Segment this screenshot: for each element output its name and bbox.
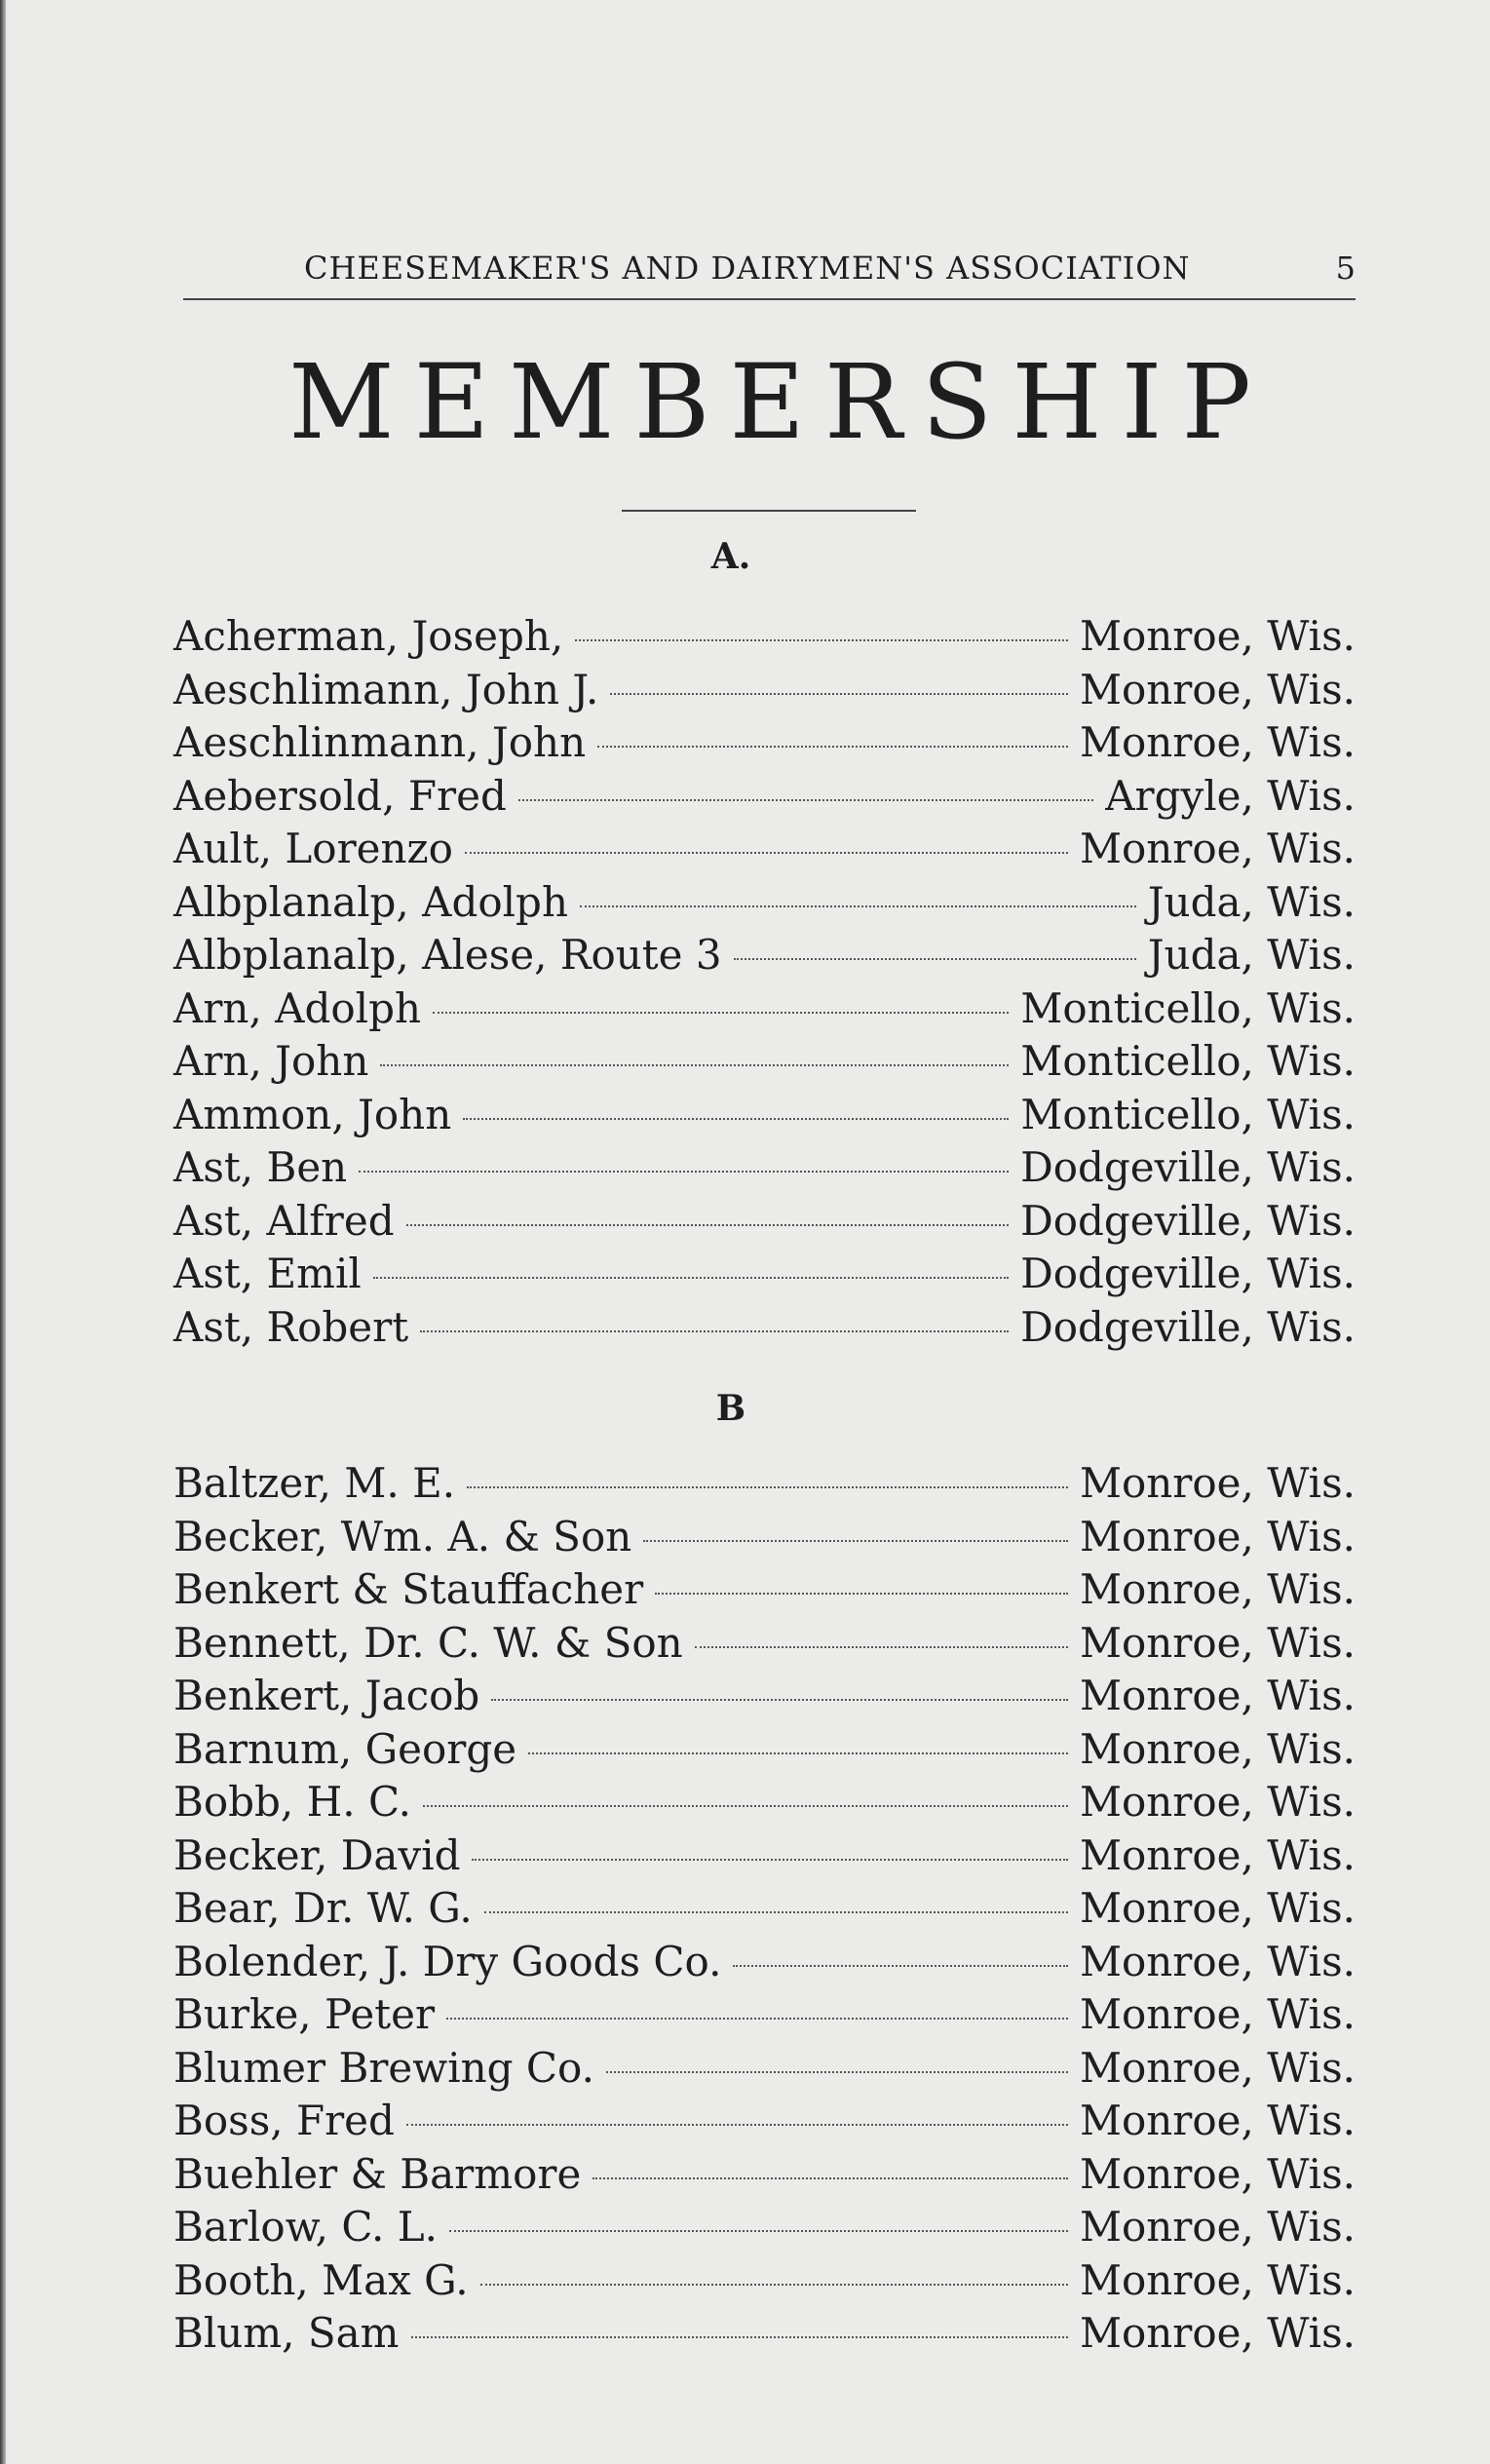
dot-leader xyxy=(480,2284,1068,2286)
member-name: Acherman, Joseph, xyxy=(173,612,564,660)
dot-leader xyxy=(406,2124,1068,2126)
dot-leader xyxy=(411,2336,1068,2338)
member-location: Monroe, Wis. xyxy=(1079,2149,1356,2198)
dot-leader xyxy=(463,1118,1009,1120)
member-list-a xyxy=(173,610,1356,1354)
member-location: Dodgeville, Wis. xyxy=(1020,1250,1356,1297)
dot-leader xyxy=(592,2177,1068,2179)
page-spine-edge xyxy=(0,0,6,2464)
member-name: Booth, Max G. xyxy=(173,2255,469,2304)
member-name: Bobb, H. C. xyxy=(173,1778,411,1826)
member-name: Arn, John xyxy=(173,1037,369,1085)
member-location: Monroe, Wis. xyxy=(1079,1565,1356,1613)
member-row xyxy=(173,1511,1356,1564)
member-name: Ast, Alfred xyxy=(173,1196,395,1245)
member-name: Ast, Ben xyxy=(173,1143,348,1191)
dot-leader xyxy=(575,639,1068,641)
member-name: Becker, David xyxy=(173,1830,461,1879)
dot-leader xyxy=(491,1699,1068,1701)
dot-leader xyxy=(433,1012,1009,1014)
dot-leader xyxy=(518,799,1093,801)
dot-leader xyxy=(446,2018,1068,2020)
dot-leader xyxy=(373,1277,1009,1279)
member-row xyxy=(173,1563,1356,1617)
member-row xyxy=(173,716,1356,770)
member-location: Monroe, Wis. xyxy=(1079,1778,1356,1826)
member-row xyxy=(173,664,1356,717)
member-location: Monroe, Wis. xyxy=(1079,2043,1356,2092)
dot-leader xyxy=(359,1171,1009,1173)
member-row xyxy=(173,2201,1356,2254)
dot-leader xyxy=(449,2230,1068,2232)
dot-leader xyxy=(472,1859,1067,1861)
member-name: Blum, Sam xyxy=(173,2309,400,2357)
member-row xyxy=(173,610,1356,664)
running-head xyxy=(183,244,1356,292)
member-name: Benkert & Stauffacher xyxy=(173,1565,644,1613)
dot-leader xyxy=(580,905,1136,907)
member-row xyxy=(173,1195,1356,1249)
member-row xyxy=(173,2148,1356,2202)
member-row xyxy=(173,1141,1356,1195)
member-location: Monroe, Wis. xyxy=(1079,2097,1356,2144)
member-location: Monroe, Wis. xyxy=(1079,1990,1356,2038)
member-location: Monroe, Wis. xyxy=(1079,612,1356,660)
member-name: Aebersold, Fred xyxy=(173,771,507,820)
dot-leader xyxy=(406,1224,1009,1226)
dot-leader xyxy=(733,1965,1068,1967)
member-name: Ast, Robert xyxy=(173,1302,409,1351)
member-row xyxy=(173,1617,1356,1671)
member-name: Aeschlinmann, John xyxy=(173,718,587,766)
dot-leader xyxy=(597,746,1068,748)
dot-leader xyxy=(734,958,1136,960)
dot-leader xyxy=(643,1540,1068,1542)
member-name: Albplanalp, Adolph xyxy=(173,877,568,926)
dot-leader xyxy=(423,1805,1068,1807)
member-location: Monroe, Wis. xyxy=(1079,2309,1356,2357)
member-row xyxy=(173,2095,1356,2148)
page-title: MEMBERSHIP xyxy=(288,342,1271,462)
member-location: Monroe, Wis. xyxy=(1079,1672,1356,1719)
member-location: Monroe, Wis. xyxy=(1079,2255,1356,2304)
member-name: Bennett, Dr. C. W. & Son xyxy=(173,1618,683,1667)
dot-leader xyxy=(465,852,1068,854)
member-name: Baltzer, M. E. xyxy=(173,1459,456,1507)
member-row xyxy=(173,2307,1356,2361)
member-name: Becker, Wm. A. & Son xyxy=(173,1512,632,1560)
member-location: Monroe, Wis. xyxy=(1079,718,1356,766)
member-row xyxy=(173,2042,1356,2096)
member-name: Bolender, J. Dry Goods Co. xyxy=(173,1937,722,1985)
member-row xyxy=(173,1829,1356,1883)
member-location: Monroe, Wis. xyxy=(1079,1618,1356,1667)
member-row xyxy=(173,1936,1356,1989)
member-location: Dodgeville, Wis. xyxy=(1020,1302,1356,1351)
dot-leader xyxy=(467,1486,1068,1488)
member-name: Boss, Fred xyxy=(173,2097,395,2144)
member-list-b xyxy=(173,1457,1356,2361)
member-name: Blumer Brewing Co. xyxy=(173,2043,594,2092)
member-row xyxy=(173,1301,1356,1355)
member-row xyxy=(173,1457,1356,1511)
member-location: Monroe, Wis. xyxy=(1079,1830,1356,1879)
member-location: Monticello, Wis. xyxy=(1020,1090,1356,1138)
member-name: Ammon, John xyxy=(173,1090,452,1138)
dot-leader xyxy=(528,1752,1068,1754)
dot-leader xyxy=(655,1593,1068,1595)
member-name: Arn, Adolph xyxy=(173,983,422,1032)
member-row xyxy=(173,1670,1356,1723)
member-row xyxy=(173,823,1356,876)
section-heading-a: A. xyxy=(710,536,751,577)
member-row xyxy=(173,1248,1356,1301)
member-location: Monroe, Wis. xyxy=(1079,1937,1356,1985)
member-row xyxy=(173,876,1356,930)
member-location: Monroe, Wis. xyxy=(1079,665,1356,713)
member-row xyxy=(173,1882,1356,1936)
member-name: Buehler & Barmore xyxy=(173,2149,582,2198)
member-location: Argyle, Wis. xyxy=(1105,771,1356,820)
member-location: Monroe, Wis. xyxy=(1079,1512,1356,1560)
dot-leader xyxy=(610,693,1068,695)
dot-leader xyxy=(606,2071,1068,2073)
page-number: 5 xyxy=(1335,250,1356,287)
member-row xyxy=(173,2254,1356,2308)
member-location: Monroe, Wis. xyxy=(1079,825,1356,872)
member-location: Monticello, Wis. xyxy=(1020,983,1356,1032)
member-name: Burke, Peter xyxy=(173,1990,436,2038)
dot-leader xyxy=(380,1064,1009,1066)
member-row xyxy=(173,1988,1356,2042)
member-row xyxy=(173,929,1356,982)
member-row xyxy=(173,1089,1356,1142)
member-location: Juda, Wis. xyxy=(1147,877,1356,926)
member-location: Monticello, Wis. xyxy=(1020,1037,1356,1085)
member-row xyxy=(173,1776,1356,1829)
member-row xyxy=(173,770,1356,824)
member-name: Aeschlimann, John J. xyxy=(173,665,599,713)
member-name: Bear, Dr. W. G. xyxy=(173,1884,473,1932)
member-row xyxy=(173,1035,1356,1089)
member-name: Albplanalp, Alese, Route 3 xyxy=(173,931,722,979)
member-location: Monroe, Wis. xyxy=(1079,1459,1356,1507)
member-name: Barnum, George xyxy=(173,1724,517,1773)
member-location: Monroe, Wis. xyxy=(1079,1724,1356,1773)
dot-leader xyxy=(420,1330,1009,1332)
member-location: Juda, Wis. xyxy=(1147,931,1356,979)
header-rule xyxy=(183,298,1356,300)
member-row xyxy=(173,1723,1356,1777)
running-head-title: CHEESEMAKER'S AND DAIRYMEN'S ASSOCIATION xyxy=(304,250,1191,287)
member-name: Benkert, Jacob xyxy=(173,1672,480,1719)
member-name: Barlow, C. L. xyxy=(173,2203,438,2251)
member-name: Ault, Lorenzo xyxy=(173,825,453,872)
member-row xyxy=(173,982,1356,1036)
dot-leader xyxy=(484,1911,1068,1913)
member-location: Monroe, Wis. xyxy=(1079,2203,1356,2251)
member-location: Dodgeville, Wis. xyxy=(1020,1196,1356,1245)
member-location: Monroe, Wis. xyxy=(1079,1884,1356,1932)
title-rule xyxy=(622,510,916,512)
dot-leader xyxy=(695,1646,1068,1648)
member-name: Ast, Emil xyxy=(173,1250,362,1297)
section-heading-b: B xyxy=(715,1388,746,1429)
member-location: Dodgeville, Wis. xyxy=(1020,1143,1356,1191)
